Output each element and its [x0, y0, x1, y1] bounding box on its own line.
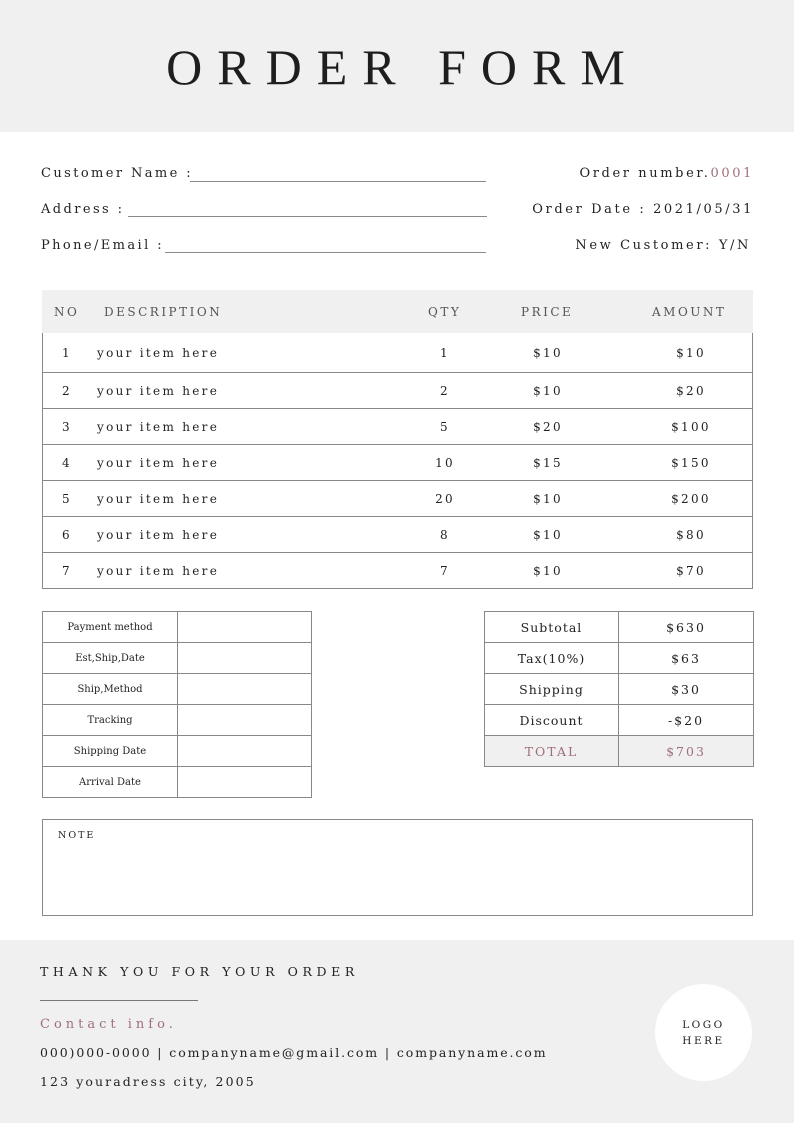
row-qty: 1: [440, 345, 450, 360]
row-price: $15: [533, 455, 563, 470]
tracking-label: Tracking: [43, 705, 178, 736]
footer-divider: [40, 1000, 198, 1001]
subtotal-label: Subtotal: [485, 612, 619, 643]
header-description: DESCRIPTION: [104, 305, 223, 319]
discount-value: -$20: [619, 705, 754, 736]
row-amount: $20: [676, 383, 706, 398]
row-amount: $100: [671, 419, 711, 434]
tax-value: $63: [619, 643, 754, 674]
order-date: Order Date : 2021/05/31: [532, 202, 754, 217]
shipping-date-field[interactable]: [178, 736, 312, 767]
order-number-label: Order number.: [579, 166, 711, 181]
row-amount: $150: [671, 455, 711, 470]
address-field[interactable]: [128, 216, 487, 217]
tracking-field[interactable]: [178, 705, 312, 736]
row-qty: 2: [440, 383, 450, 398]
thank-you-message: THANK YOU FOR YOUR ORDER: [40, 964, 359, 979]
shipping-label: Shipping: [485, 674, 619, 705]
row-no: 4: [62, 455, 72, 470]
row-price: $10: [533, 345, 563, 360]
header-no: NO: [54, 305, 80, 319]
table-row: [43, 445, 752, 481]
row-no: 7: [62, 563, 72, 578]
shipping-value: $30: [619, 674, 754, 705]
phone-email-label: Phone/Email :: [41, 238, 164, 253]
table-row: [43, 517, 752, 553]
row-description: your item here: [97, 419, 220, 434]
table-row: [43, 373, 752, 409]
order-number: [579, 166, 754, 181]
shipping-info-table: [42, 611, 312, 798]
discount-label: Discount: [485, 705, 619, 736]
table-row: [43, 553, 752, 589]
arrival-date-field[interactable]: [178, 767, 312, 798]
row-amount: $10: [676, 345, 706, 360]
customer-name-label: Customer Name :: [41, 166, 194, 181]
customer-name-field[interactable]: [190, 181, 486, 182]
row-amount: $70: [676, 563, 706, 578]
ship-method-label: Ship,Method: [43, 674, 178, 705]
row-price: $20: [533, 419, 563, 434]
address-label: Address :: [41, 202, 125, 217]
items-table-body: [42, 333, 753, 589]
note-box[interactable]: [42, 819, 753, 916]
company-address: 123 youradress city, 2005: [40, 1074, 256, 1089]
total-label: TOTAL: [485, 736, 619, 767]
order-number-value: 0001: [710, 166, 754, 181]
payment-method-field[interactable]: [178, 612, 312, 643]
table-row: [43, 481, 752, 517]
row-no: 2: [62, 383, 72, 398]
row-description: your item here: [97, 383, 220, 398]
row-qty: 5: [440, 419, 450, 434]
table-row: [43, 409, 752, 445]
note-label: NOTE: [58, 830, 96, 841]
arrival-date-label: Arrival Date: [43, 767, 178, 798]
logo-text-line2: HERE: [682, 1034, 725, 1047]
header-amount: AMOUNT: [652, 305, 727, 319]
header-qty: QTY: [428, 305, 462, 319]
row-description: your item here: [97, 563, 220, 578]
row-amount: $200: [671, 491, 711, 506]
logo-placeholder: [655, 984, 752, 1081]
row-no: 5: [62, 491, 72, 506]
logo-text-line1: LOGO: [682, 1018, 725, 1031]
subtotal-value: $630: [619, 612, 754, 643]
row-qty: 20: [435, 491, 455, 506]
row-price: $10: [533, 491, 563, 506]
tax-label: Tax(10%): [485, 643, 619, 674]
row-no: 1: [62, 345, 72, 360]
row-qty: 8: [440, 527, 450, 542]
row-price: $10: [533, 563, 563, 578]
contact-info-label: Contact info.: [40, 1017, 177, 1032]
row-description: your item here: [97, 527, 220, 542]
row-description: your item here: [97, 491, 220, 506]
est-ship-date-field[interactable]: [178, 643, 312, 674]
header-price: PRICE: [521, 305, 574, 319]
contact-line: 000)000-0000 | companyname@gmail.com | companyname.com: [40, 1045, 548, 1060]
phone-email-field[interactable]: [165, 252, 486, 253]
row-no: 6: [62, 527, 72, 542]
est-ship-date-label: Est,Ship,Date: [43, 643, 178, 674]
new-customer: New Customer: Y/N: [575, 238, 751, 253]
totals-table: [484, 611, 754, 767]
row-price: $10: [533, 527, 563, 542]
payment-method-label: Payment method: [43, 612, 178, 643]
row-description: your item here: [97, 345, 220, 360]
row-qty: 10: [435, 455, 455, 470]
ship-method-field[interactable]: [178, 674, 312, 705]
row-qty: 7: [440, 563, 450, 578]
row-no: 3: [62, 419, 72, 434]
row-price: $10: [533, 383, 563, 398]
row-amount: $80: [676, 527, 706, 542]
table-row: [43, 333, 752, 373]
shipping-date-label: Shipping Date: [43, 736, 178, 767]
page-title: ORDER FORM: [166, 39, 640, 95]
total-value: $703: [619, 736, 754, 767]
row-description: your item here: [97, 455, 220, 470]
